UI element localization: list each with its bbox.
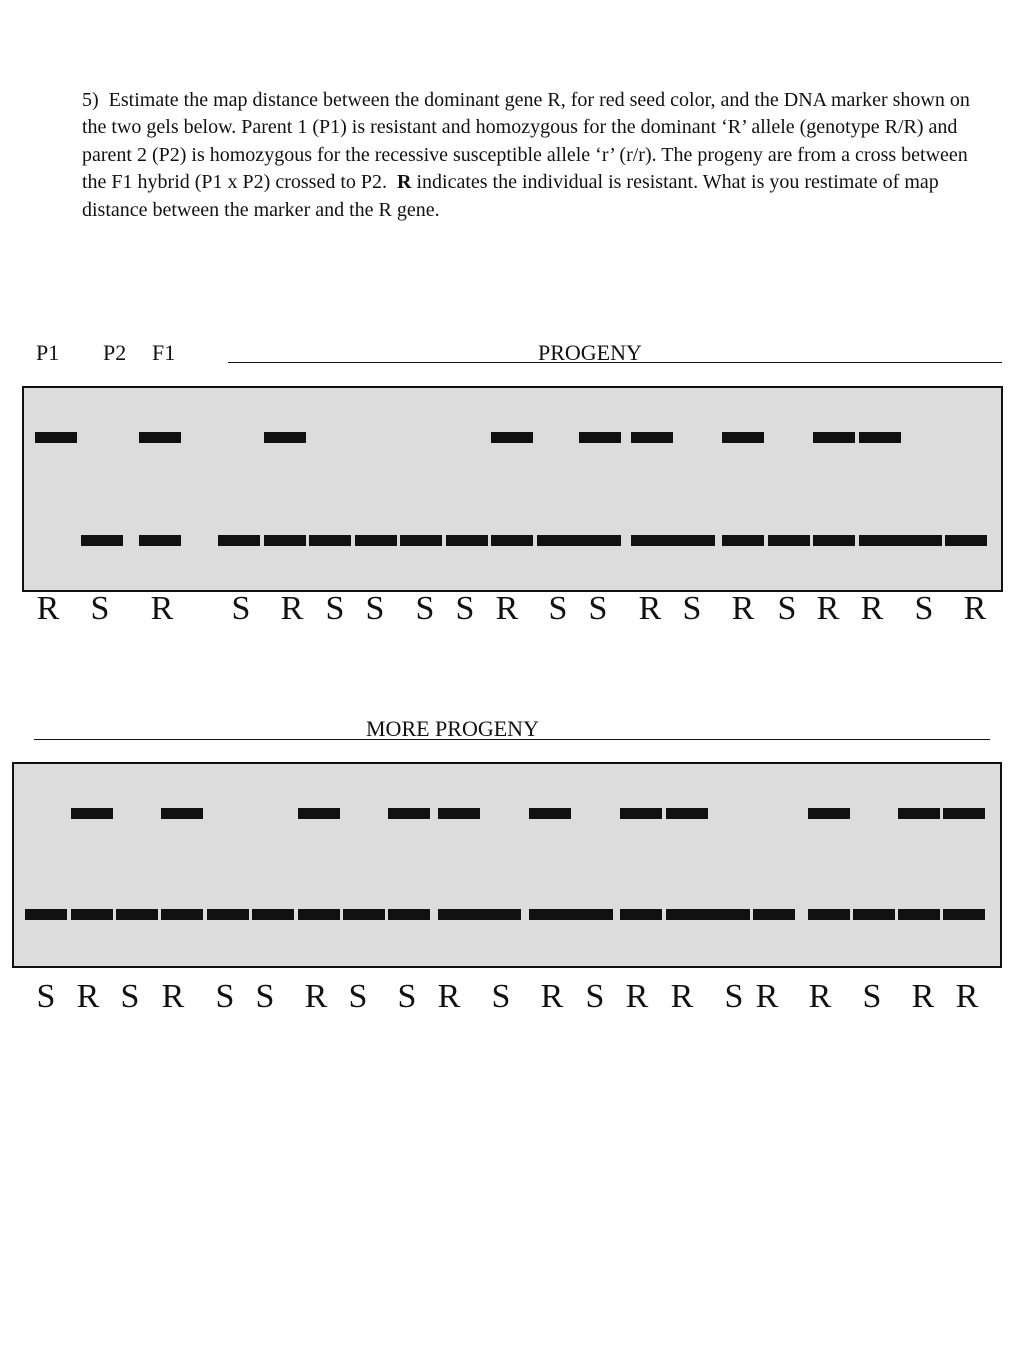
gel2-phenotype-lane-17: R [755,978,779,1015]
gel2-phenotype-lane-3: S [120,978,140,1015]
gel1-phenotype-lane-15: R [731,590,755,627]
gel2-phenotype-lane-7: R [304,978,328,1015]
gel1-band-lower-lane-16 [768,535,810,546]
gel2-band-lower-lane-17 [753,909,795,920]
lane-label-f1: F1 [152,340,176,365]
gel1-band-upper-lane-10 [491,432,533,443]
gel2-band-lower-lane-4 [161,909,203,920]
gel2-phenotype-lane-2: R [76,978,100,1015]
gel2-band-upper-lane-12 [529,808,571,819]
gel1-band-lower-lane-18 [859,535,901,546]
gel1-phenotype-lane-10: R [495,590,519,627]
gel1-band-upper-lane-1 [35,432,77,443]
gel2-band-lower-lane-10 [438,909,480,920]
gel2-band-upper-lane-4 [161,808,203,819]
gel1-phenotype-lane-16: S [777,590,797,627]
gel1-band-upper-lane-3 [139,432,181,443]
gel1-band-upper-lane-12 [579,432,621,443]
gel2-band-lower-lane-18 [808,909,850,920]
gel2-phenotype-lane-14: R [625,978,649,1015]
gel2-phenotype-lane-5: S [215,978,235,1015]
gel1-band-lower-lane-20 [945,535,987,546]
question-body-2: indicates the individual is resistant. What is you restimate of map distance between the marker and the R gene. [82,171,939,221]
question-bold-r: R [397,171,412,194]
gel2-band-lower-lane-5 [207,909,249,920]
gel2-phenotype-lane-6: S [255,978,275,1015]
gel2-band-upper-lane-9 [388,808,430,819]
gel1-band-lower-lane-7 [355,535,397,546]
gel2-phenotype-lane-20: R [911,978,935,1015]
gel1-phenotype-lane-14: S [682,590,702,627]
gel1-phenotype-lane-11: S [548,590,568,627]
question-number: 5) [82,89,99,111]
question-text [82,87,982,224]
gel2-band-lower-lane-21 [943,909,985,920]
gel1-phenotype-lane-17: R [816,590,840,627]
gel2-band-lower-lane-13 [571,909,613,920]
gel1-phenotype-lane-18: R [860,590,884,627]
gel2-band-lower-lane-8 [343,909,385,920]
gel2-band-lower-lane-2 [71,909,113,920]
gel1-band-lower-lane-10 [491,535,533,546]
gel2-band-lower-lane-16 [708,909,750,920]
gel1-phenotype-lane-5: R [280,590,304,627]
gel1-phenotype-lane-7: S [365,590,385,627]
lane-label-p1: P1 [36,340,60,365]
gel2-phenotype-lane-4: R [161,978,185,1015]
gel1-phenotype-lane-8: S [415,590,435,627]
gel1-band-lower-lane-13 [631,535,673,546]
gel2-phenotype-lane-1: S [36,978,56,1015]
gel2-phenotype-lane-9: S [397,978,417,1015]
gel2-phenotype-lane-13: S [585,978,605,1015]
gel2-band-upper-lane-20 [898,808,940,819]
gel2-phenotype-lane-10: R [437,978,461,1015]
gel1-band-lower-lane-14 [673,535,715,546]
gel2-phenotype-lane-12: R [540,978,564,1015]
gel1-phenotype-lane-2: S [90,590,110,627]
gel-1 [22,386,1003,592]
gel1-phenotype-lane-4: S [231,590,251,627]
gel1-phenotype-lane-6: S [325,590,345,627]
gel2-phenotype-lane-8: S [348,978,368,1015]
lane-label-p2: P2 [103,340,127,365]
gel2-band-lower-lane-12 [529,909,571,920]
gel2-band-lower-lane-1 [25,909,67,920]
gel1-band-lower-lane-4 [218,535,260,546]
gel1-band-lower-lane-19 [900,535,942,546]
gel2-phenotype-lane-21: R [955,978,979,1015]
gel2-phenotype-lane-11: S [491,978,511,1015]
gel1-phenotype-lane-19: S [914,590,934,627]
gel1-phenotype-lane-1: R [36,590,60,627]
gel2-phenotype-lane-18: R [808,978,832,1015]
gel-2 [12,762,1002,968]
gel2-band-lower-lane-3 [116,909,158,920]
gel2-band-upper-lane-15 [666,808,708,819]
gel1-band-lower-lane-2 [81,535,123,546]
gel1-band-upper-lane-18 [859,432,901,443]
gel1-band-upper-lane-5 [264,432,306,443]
gel1-band-lower-lane-15 [722,535,764,546]
gel2-band-upper-lane-21 [943,808,985,819]
gel1-band-lower-lane-17 [813,535,855,546]
gel2-band-lower-lane-6 [252,909,294,920]
gel1-band-upper-lane-17 [813,432,855,443]
question-body-1: Estimate the map distance between the dominant gene R, for red seed color, and the DNA marker shown on the two gels below. Parent 1 (P1) is resistant and homozygous for the dominant ‘R’ allele (genotype R/R) and parent 2 (P2) is homozygous for the recessive susceptible allele ‘r’ (r/r). The progeny are from a cross between the F1 hybrid (P1 x P2) crossed to P2. [82,89,970,194]
gel2-phenotype-lane-19: S [862,978,882,1015]
gel2-title: MORE PROGENY [366,716,539,741]
gel2-band-lower-lane-15 [666,909,708,920]
gel2-band-lower-lane-14 [620,909,662,920]
gel2-phenotype-lane-16: S [724,978,744,1015]
gel1-band-lower-lane-11 [537,535,579,546]
gel2-band-upper-lane-10 [438,808,480,819]
gel2-band-lower-lane-7 [298,909,340,920]
gel2-band-lower-lane-19 [853,909,895,920]
gel1-phenotype-lane-3: R [150,590,174,627]
gel1-band-lower-lane-9 [446,535,488,546]
gel2-band-upper-lane-7 [298,808,340,819]
gel1-band-lower-lane-12 [579,535,621,546]
gel2-band-upper-lane-14 [620,808,662,819]
gel1-phenotype-lane-12: S [588,590,608,627]
gel1-band-lower-lane-8 [400,535,442,546]
gel1-band-lower-lane-5 [264,535,306,546]
gel1-band-upper-lane-13 [631,432,673,443]
gel2-phenotype-lane-15: R [670,978,694,1015]
gel1-title: PROGENY [538,340,642,365]
gel1-band-upper-lane-15 [722,432,764,443]
gel2-band-upper-lane-2 [71,808,113,819]
gel2-band-lower-lane-20 [898,909,940,920]
gel2-band-lower-lane-9 [388,909,430,920]
gel1-band-lower-lane-6 [309,535,351,546]
gel1-phenotype-lane-13: R [638,590,662,627]
gel2-band-upper-lane-18 [808,808,850,819]
gel2-band-lower-lane-11 [479,909,521,920]
gel1-phenotype-lane-20: R [963,590,987,627]
gel1-phenotype-lane-9: S [455,590,475,627]
gel1-band-lower-lane-3 [139,535,181,546]
